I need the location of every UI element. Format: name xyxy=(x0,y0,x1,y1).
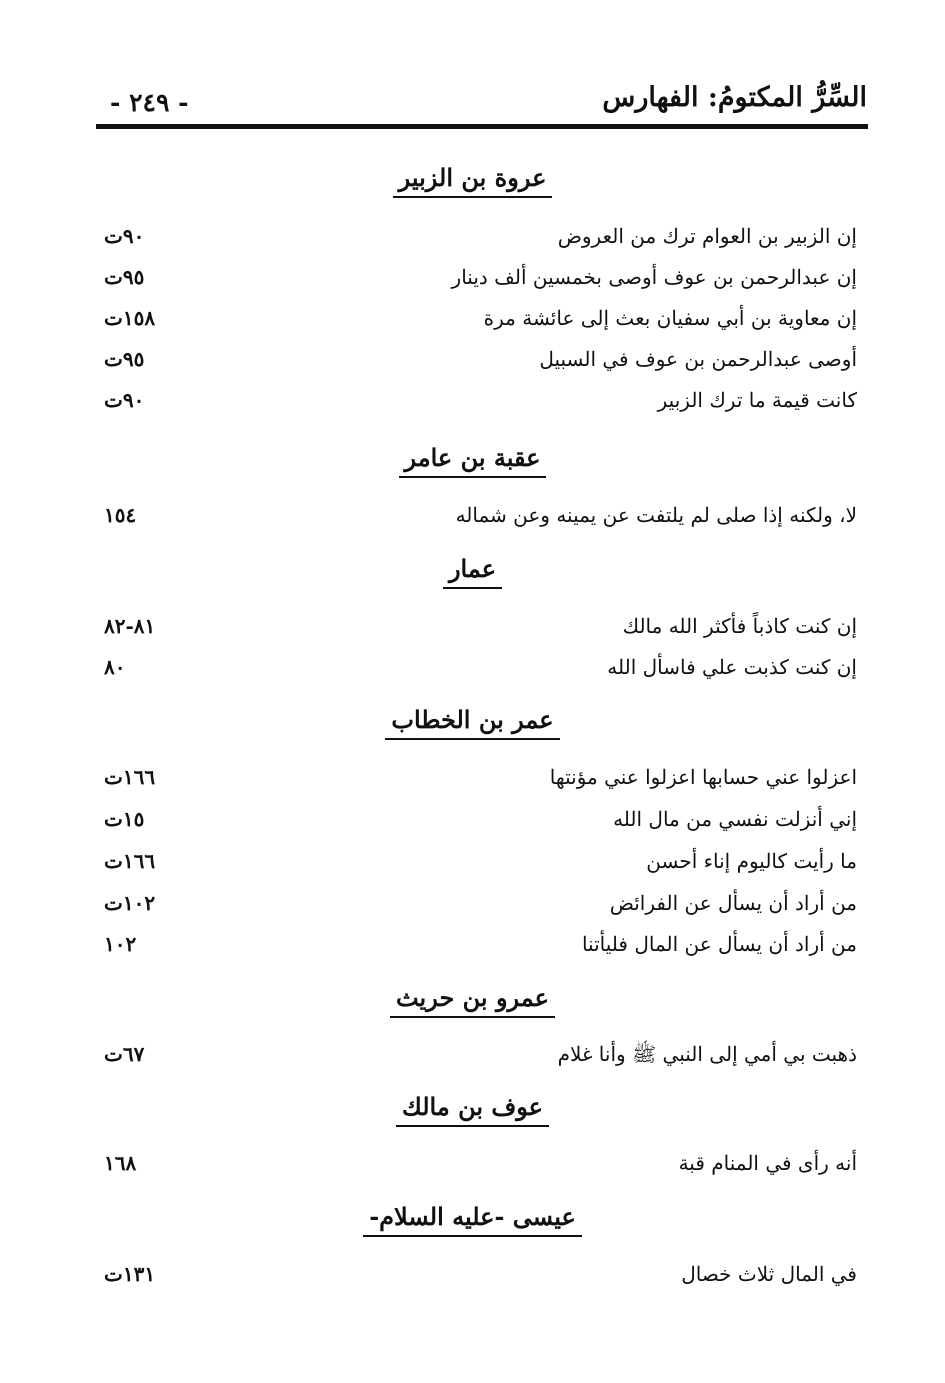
entry-page-ref: ١٠٢ xyxy=(104,932,137,956)
entry-page-ref: ٩٠ت xyxy=(104,224,145,248)
section-heading-text: عقبة بن عامر xyxy=(399,443,547,478)
index-entry xyxy=(0,383,945,417)
entry-text: إني أنزلت نفسي من مال الله xyxy=(613,807,857,831)
entry-text: إن كنت كذبت علي فاسأل الله xyxy=(607,655,857,679)
index-entry xyxy=(0,219,945,253)
index-entry xyxy=(0,342,945,376)
entry-page-ref: ٩٥ت xyxy=(104,347,145,371)
section-heading xyxy=(0,163,945,198)
index-entry xyxy=(0,1146,945,1180)
section-heading xyxy=(0,1202,945,1237)
section-heading-text: عوف بن مالك xyxy=(396,1092,549,1127)
index-entry xyxy=(0,927,945,961)
entry-page-ref: ٦٧ت xyxy=(104,1042,145,1066)
section-heading xyxy=(0,443,945,478)
entry-page-ref: ١٥٤ xyxy=(104,503,137,527)
section-heading-text: عمرو بن حريث xyxy=(390,983,555,1018)
section-heading-text: عمر بن الخطاب xyxy=(385,705,559,740)
entry-page-ref: ٨١-٨٢ xyxy=(104,614,156,638)
running-header-title: السِّرُّ المكتومُ: الفهارس xyxy=(602,82,867,113)
section-heading xyxy=(0,554,945,589)
section-heading-text: عمار xyxy=(443,554,502,589)
section-heading-text: عيسى -عليه السلام- xyxy=(363,1202,582,1237)
entry-text: إن الزبير بن العوام ترك من العروض xyxy=(557,224,857,248)
index-entry xyxy=(0,609,945,643)
index-entry xyxy=(0,802,945,836)
entry-page-ref: ١٦٨ xyxy=(104,1151,137,1175)
entry-page-ref: ١٥٨ت xyxy=(104,306,156,330)
entry-page-ref: ١٥ت xyxy=(104,807,145,831)
entry-text: إن كنت كاذباً فأكثر الله مالك xyxy=(622,614,857,638)
entry-page-ref: ١٠٢ت xyxy=(104,891,156,915)
index-entry xyxy=(0,498,945,532)
entry-text: ما رأيت كاليوم إناء أحسن xyxy=(646,849,857,873)
entry-page-ref: ٩٠ت xyxy=(104,388,145,412)
entry-page-ref: ١٦٦ت xyxy=(104,849,156,873)
index-entry xyxy=(0,650,945,684)
section-heading-text: عروة بن الزبير xyxy=(393,163,553,198)
entry-text: اعزلوا عني حسابها اعزلوا عني مؤنتها xyxy=(549,765,857,789)
index-entry xyxy=(0,1037,945,1071)
entry-text: من أراد أن يسأل عن المال فليأتنا xyxy=(581,932,857,956)
entry-page-ref: ١٦٦ت xyxy=(104,765,156,789)
entry-text: في المال ثلاث خصال xyxy=(681,1262,857,1286)
entry-page-ref: ١٣١ت xyxy=(104,1262,156,1286)
section-heading xyxy=(0,1092,945,1127)
section-heading xyxy=(0,705,945,740)
section-heading xyxy=(0,983,945,1018)
entry-text: من أراد أن يسأل عن الفرائض xyxy=(609,891,857,915)
entry-page-ref: ٩٥ت xyxy=(104,265,145,289)
entry-text: ذهبت بي أمي إلى النبي ﷺ وأنا غلام xyxy=(557,1042,857,1066)
entry-text: أنه رأى في المنام قبة xyxy=(678,1151,857,1175)
page-number: - ٢٤٩ - xyxy=(110,88,189,117)
entry-text: كانت قيمة ما ترك الزبير xyxy=(657,388,857,412)
index-entry xyxy=(0,760,945,794)
entry-text: أوصى عبدالرحمن بن عوف في السبيل xyxy=(539,347,857,371)
entry-text: إن عبدالرحمن بن عوف أوصى بخمسين ألف دينار xyxy=(451,265,857,289)
index-entry xyxy=(0,301,945,335)
index-entry xyxy=(0,886,945,920)
header-rule xyxy=(96,124,868,129)
entry-text: لا، ولكنه إذا صلى لم يلتفت عن يمينه وعن شماله xyxy=(455,503,857,527)
entry-page-ref: ٨٠ xyxy=(104,655,126,679)
entry-text: إن معاوية بن أبي سفيان بعث إلى عائشة مرة xyxy=(483,306,857,330)
index-entry xyxy=(0,1257,945,1291)
index-entry xyxy=(0,844,945,878)
index-entry xyxy=(0,260,945,294)
